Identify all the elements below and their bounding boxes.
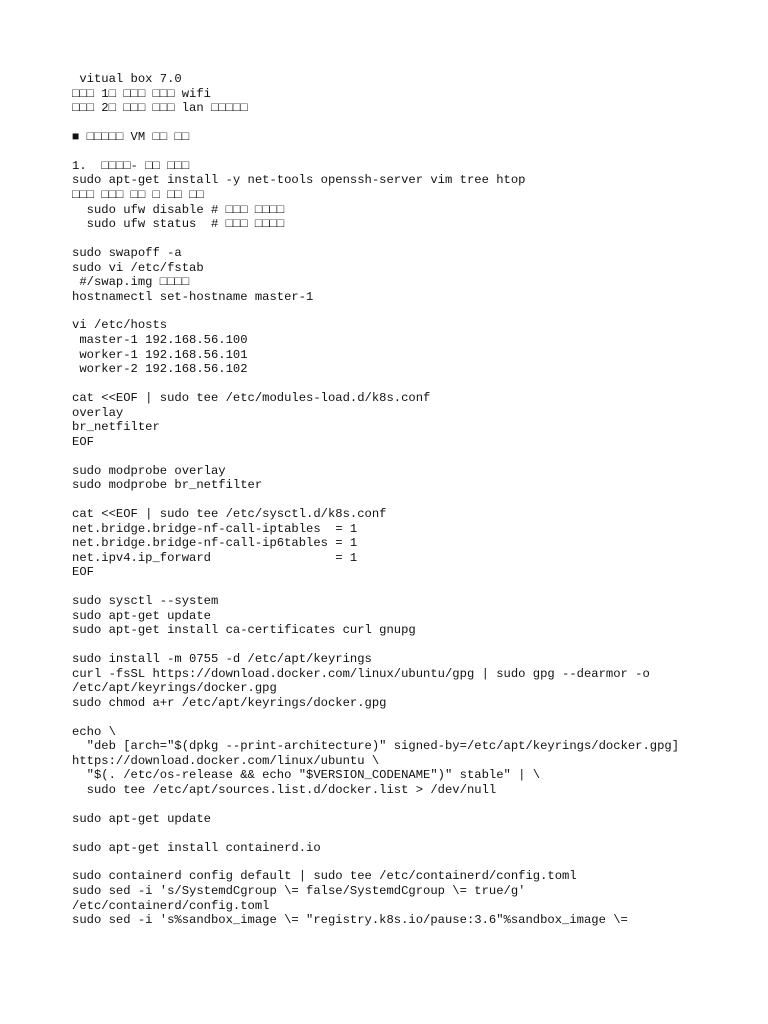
text-line: net.bridge.bridge-nf-call-iptables = 1 (72, 521, 358, 536)
text-line: /etc/containerd/config.toml (72, 898, 270, 913)
text-line: hostnamectl set-hostname master-1 (72, 289, 314, 304)
text-line: "deb [arch="$(dpkg --print-architecture)" signed-by=/etc/apt/keyrings/docker.gpg] (72, 739, 680, 754)
text-line: worker-1 192.168.56.101 (72, 347, 248, 362)
text-line: sudo swapoff -a (72, 245, 182, 260)
text-line: "$(. /etc/os-release && echo "$VERSION_CODENAME")" stable" | \ (72, 768, 541, 783)
text-line: EOF (72, 565, 94, 580)
text-line: vitual box 7.0 (72, 72, 182, 86)
text-line: /etc/apt/keyrings/docker.gpg (72, 681, 277, 696)
blank-line (72, 304, 744, 318)
text-line: sudo install -m 0755 -d /etc/apt/keyrings (72, 652, 372, 667)
text-line: □□□ 2□ □□□ □□□ lan □□□□□ (72, 101, 248, 116)
text-line: sudo modprobe br_netfilter (72, 478, 263, 493)
text-line: sudo sysctl --system (72, 594, 219, 609)
text-line: net.ipv4.ip_forward = 1 (72, 550, 358, 565)
text-line: cat <<EOF | sudo tee /etc/sysctl.d/k8s.conf (72, 506, 387, 521)
text-line: net.bridge.bridge-nf-call-ip6tables = 1 (72, 536, 358, 551)
text-line: □□□ 1□ □□□ □□□ wifi (72, 86, 211, 101)
blank-line (72, 145, 744, 159)
text-line: sudo vi /etc/fstab (72, 260, 204, 275)
text-line: master-1 192.168.56.100 (72, 333, 248, 348)
text-line: sudo ufw disable # □□□ □□□□ (72, 202, 285, 217)
text-line: 1. □□□□- □□ □□□ (72, 158, 190, 173)
blank-line (72, 826, 744, 840)
blank-line (72, 638, 744, 652)
text-line: sudo apt-get install -y net-tools openssh-server vim tree htop (72, 173, 526, 188)
text-line: sudo containerd config default | sudo tee /etc/containerd/config.toml (72, 869, 577, 884)
text-line: sudo sed -i 's/SystemdCgroup \= false/SystemdCgroup \= true/g' (72, 883, 526, 898)
text-line: sudo tee /etc/apt/sources.list.d/docker.list > /dev/null (72, 783, 497, 798)
blank-line (72, 377, 744, 391)
text-line: cat <<EOF | sudo tee /etc/modules-load.d/k8s.conf (72, 391, 431, 406)
text-line: sudo apt-get update (72, 608, 211, 623)
text-line: sudo modprobe overlay (72, 463, 226, 478)
text-line: □□□ □□□ □□ □ □□ □□ (72, 187, 204, 202)
text-line: worker-2 192.168.56.102 (72, 362, 248, 377)
blank-line (72, 710, 744, 724)
text-line: overlay (72, 405, 124, 420)
text-line: ■ □□□□□ VM □□ □□ (72, 129, 190, 144)
text-line: EOF (72, 434, 94, 449)
text-line: #/swap.img □□□□ (72, 275, 190, 290)
text-line: sudo ufw status # □□□ □□□□ (72, 217, 285, 232)
blank-line (72, 449, 744, 463)
document-body (72, 72, 744, 928)
text-line: echo \ (72, 724, 116, 739)
text-line: sudo apt-get install ca-certificates curl gnupg (72, 623, 416, 638)
text-line: curl -fsSL https://download.docker.com/linux/ubuntu/gpg | sudo gpg --dearmor -o (72, 666, 650, 681)
blank-line (72, 580, 744, 594)
text-line: sudo chmod a+r /etc/apt/keyrings/docker.gpg (72, 695, 387, 710)
text-line: sudo apt-get install containerd.io (72, 840, 321, 855)
text-line: sudo apt-get update (72, 811, 211, 826)
text-line: br_netfilter (72, 420, 160, 435)
blank-line (72, 493, 744, 507)
blank-line (72, 232, 744, 246)
text-line: sudo sed -i 's%sandbox_image \= "registry.k8s.io/pause:3.6"%sandbox_image \= (72, 913, 628, 928)
blank-line (72, 798, 744, 812)
text-line: vi /etc/hosts (72, 318, 168, 333)
text-line: https://download.docker.com/linux/ubuntu \ (72, 753, 380, 768)
blank-line (72, 855, 744, 869)
blank-line (72, 116, 744, 130)
